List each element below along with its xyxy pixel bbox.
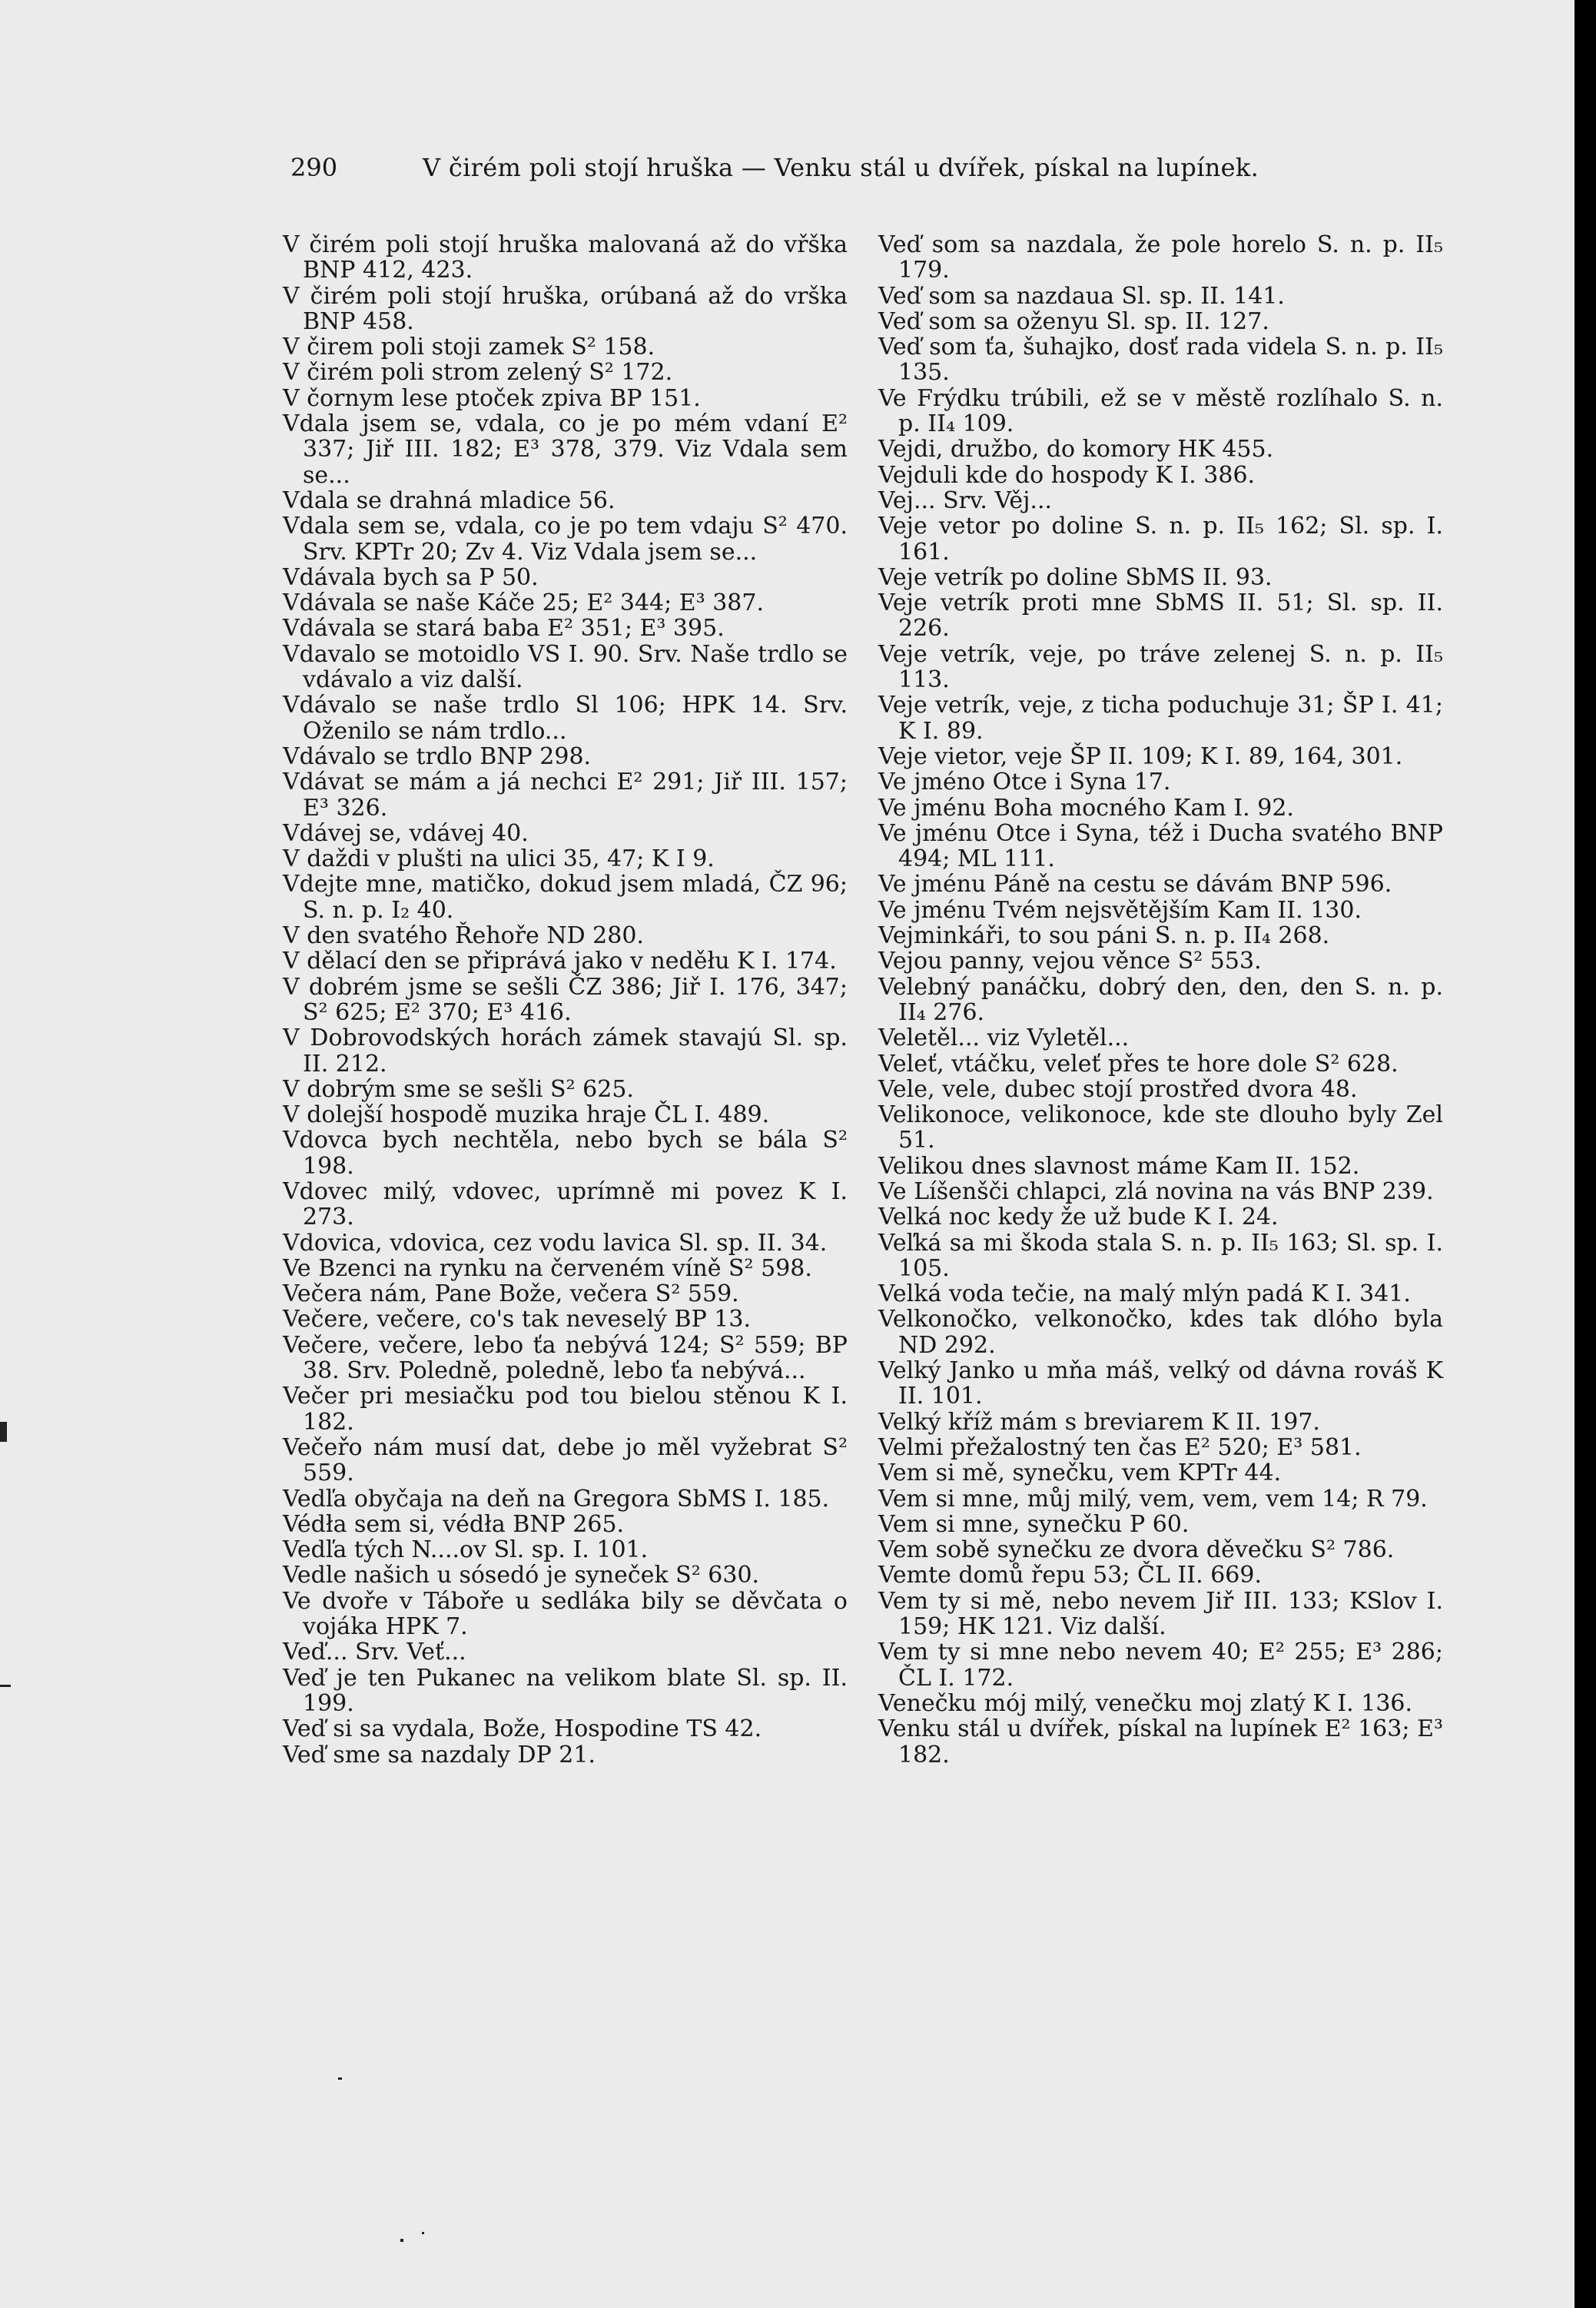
index-entry: Velká noc kedy že už bude K I. 24. xyxy=(878,1204,1279,1231)
index-entry: Večer pri mesiačku pod tou bielou stěnou K I. 182. xyxy=(283,1383,848,1436)
index-entry: Ve Bzenci na rynku na červeném víně S² 598. xyxy=(283,1254,812,1282)
index-entry: Vedľa tých N....ov Sl. sp. I. 101. xyxy=(283,1536,649,1564)
index-entry: Večere, večere, lebo ťa nebývá 124; S² 559; BP 38. Srv. Poledně, poledně, lebo ťa nebývá... xyxy=(283,1331,848,1385)
index-entry: Vdávat se mám a já nechci E² 291; Jiř III. 157; E³ 326. xyxy=(283,769,848,822)
index-entry: V čirém poli strom zelený S² 172. xyxy=(283,359,673,387)
index-entry: Vem si mne, můj milý, vem, vem, vem 14; R 79. xyxy=(878,1485,1428,1513)
index-entry: Vdávalo se naše trdlo Sl 106; HPK 14. Srv. Oženilo se nám trdlo... xyxy=(283,692,848,745)
index-entry: Večere, večere, co's tak neveselý BP 13. xyxy=(283,1306,751,1333)
index-entry: Velký kříž mám s breviarem K II. 197. xyxy=(878,1408,1320,1436)
index-entry: Vem ty si mě, nebo nevem Jiř III. 133; KSlov I. 159; HK 121. Viz další. xyxy=(878,1587,1443,1641)
index-entry: Vem si mne, synečku P 60. xyxy=(878,1510,1190,1538)
index-entry: Velký Janko u mňa máš, velký od dávna rováš K II. 101. xyxy=(878,1357,1443,1410)
index-entry: Vemte domů řepu 53; ČL II. 669. xyxy=(878,1562,1262,1589)
index-entry: Venečku mój milý, venečku moj zlatý K I. 136. xyxy=(878,1689,1413,1717)
index-entry: Velikonoce, velikonoce, kde ste dlouho byly Zel 51. xyxy=(878,1101,1443,1154)
index-entry: Vejdi, družbo, do komory HK 455. xyxy=(878,436,1274,463)
index-entry: Vdovca bych nechtěla, nebo bych se bála S² 198. xyxy=(283,1127,848,1180)
index-entry: Vdala se drahná mladice 56. xyxy=(283,487,616,514)
index-entry: Vdejte mne, matičko, dokud jsem mladá, ČZ 96; S. n. p. I₂ 40. xyxy=(283,871,848,924)
index-entry: Vedľa obyčaja na deň na Gregora SbMS I. 185. xyxy=(283,1485,830,1513)
index-entry: Vejminkáři, to sou páni S. n. p. II₄ 268. xyxy=(878,922,1330,950)
right-column xyxy=(878,232,1443,1768)
index-entry: Večera nám, Pane Bože, večera S² 559. xyxy=(283,1280,739,1308)
index-entry: Venku stál u dvířek, pískal na lupínek E² 163; E³ 182. xyxy=(878,1715,1443,1768)
index-entry: V dolejší hospodě muzika hraje ČL I. 489. xyxy=(283,1101,770,1129)
speck xyxy=(400,2239,403,2242)
index-entry: Veje vetrík po doline SbMS II. 93. xyxy=(878,563,1272,591)
index-entry: Veď... Srv. Veť... xyxy=(283,1639,466,1666)
index-entry: Veď si sa vydala, Bože, Hospodine TS 42. xyxy=(283,1715,762,1743)
index-entry: Vdávalo se trdlo BNP 298. xyxy=(283,742,592,770)
index-entry: Veje vetrík, veje, po tráve zelenej S. n. p. II₅ 113. xyxy=(878,640,1443,694)
index-entry: Ve Líšenšči chlapci, zlá novina na vás BNP 239. xyxy=(878,1177,1434,1205)
index-entry: Velká voda tečie, na malý mlýn padá K I. 341. xyxy=(878,1280,1411,1308)
index-entry: V dobrém jsme se sešli ČZ 386; Jiř I. 176, 347; S² 625; E² 370; E³ 416. xyxy=(283,973,848,1026)
page-number: 290 xyxy=(290,153,338,182)
index-entry: Veje vetrík proti mne SbMS II. 51; Sl. sp. II. 226. xyxy=(878,589,1443,643)
index-entry: Veje vetor po doline S. n. p. II₅ 162; Sl. sp. I. 161. xyxy=(878,513,1443,566)
index-entry: Veď sme sa nazdaly DP 21. xyxy=(283,1741,596,1768)
speck xyxy=(422,2232,424,2234)
index-entry: Vem ty si mne nebo nevem 40; E² 255; E³ 286; ČL I. 172. xyxy=(878,1639,1443,1692)
edge-mark xyxy=(0,1685,11,1687)
index-entry: Veď som sa nazdala, že pole horelo S. n. p. II₅ 179. xyxy=(878,231,1443,284)
index-entry: Ve jménu Otce i Syna, též i Ducha svatého BNP 494; ML 111. xyxy=(878,819,1443,873)
index-entry: Vdavalo se motoidlo VS I. 90. Srv. Naše trdlo se vdávalo a viz další. xyxy=(283,640,848,694)
index-entry: Ve jménu Boha mocného Kam I. 92. xyxy=(878,794,1294,822)
index-entry: V čirém poli stojí hruška, orúbaná až do vrška BNP 458. xyxy=(283,282,848,335)
running-title: V čirém poli stojí hruška — Venku stál u dvířek, pískal na lupínek. xyxy=(423,153,1259,182)
index-entry: Velmi přežalostný ten čas E² 520; E³ 581. xyxy=(878,1433,1362,1461)
index-entry: V čornym lese ptoček zpiva BP 151. xyxy=(283,384,701,412)
index-entry: Vedle našich u sósedó je syneček S² 630. xyxy=(283,1562,760,1589)
index-entry: V dělací den se připrává jako v neděłu K I. 174. xyxy=(283,948,837,975)
index-entry: Vdávej se, vdávej 40. xyxy=(283,819,529,847)
index-entry: Vej... Srv. Věj... xyxy=(878,487,1053,514)
index-entry: V čirém poli stojí hruška malovaná až do vřška BNP 412, 423. xyxy=(283,231,848,284)
index-entry: Veď je ten Pukanec na velikom blate Sl. sp. II. 199. xyxy=(283,1664,848,1717)
index-entry: Večeřo nám musí dat, debe jo měl vyžebrat S² 559. xyxy=(283,1433,848,1487)
index-entry: Veď som sa nazdaua Sl. sp. II. 141. xyxy=(878,282,1285,310)
index-entry: Ve jménu Tvém nejsvětějším Kam II. 130. xyxy=(878,896,1362,924)
index-entry: Vem sobě synečku ze dvora děvečku S² 786. xyxy=(878,1536,1395,1564)
index-entry: Vdávala se stará baba E² 351; E³ 395. xyxy=(283,615,725,643)
edge-mark xyxy=(0,1422,7,1442)
index-entry: Vele, vele, dubec stojí prostřed dvora 48. xyxy=(878,1075,1358,1103)
index-entry: Veje vietor, veje ŠP II. 109; K I. 89, 164, 301. xyxy=(878,742,1403,770)
index-entry: Vdávala bych sa P 50. xyxy=(283,563,539,591)
index-entry: Vem si mě, synečku, vem KPTr 44. xyxy=(878,1460,1282,1487)
index-entry: V daždi v plušti na ulici 35, 47; K I 9. xyxy=(283,845,715,873)
index-entry: Velebný panáčku, dobrý den, den, den S. n. p. II₄ 276. xyxy=(878,973,1443,1026)
index-entry: V den svatého Řehoře ND 280. xyxy=(283,922,644,950)
index-entry: Velkonočko, velkonočko, kdes tak dlóho byla ND 292. xyxy=(878,1306,1443,1359)
index-entry: Vejou panny, vejou věnce S² 553. xyxy=(878,948,1262,975)
index-entry: Veď som ťa, šuhajko, dosť rada videla S. n. p. II₅ 135. xyxy=(878,334,1443,387)
speck xyxy=(338,2077,342,2080)
index-entry: Vdovec milý, vdovec, uprímně mi povez K I. 273. xyxy=(283,1177,848,1231)
index-entry: Vdávala se naše Káče 25; E² 344; E³ 387. xyxy=(283,589,765,617)
index-entry: Ve jméno Otce i Syna 17. xyxy=(878,769,1171,796)
index-entry: Vdala sem se, vdala, co je po tem vdaju S² 470. Srv. KPTr 20; Zv 4. Viz Vdala jsem se... xyxy=(283,513,848,566)
index-entry: Ve Frýdku trúbili, ež se v městě rozlíhalo S. n. p. II₄ 109. xyxy=(878,384,1443,438)
index-entry: Védła sem si, védła BNP 265. xyxy=(283,1510,625,1538)
index-entry: Ve dvoře v Táboře u sedláka bily se děvčata o vojáka HPK 7. xyxy=(283,1587,848,1641)
index-entry: V dobrým sme se sešli S² 625. xyxy=(283,1075,634,1103)
index-entry: Velikou dnes slavnost máme Kam II. 152. xyxy=(878,1152,1360,1180)
index-entry: Veje vetrík, veje, z ticha poduchuje 31; ŠP I. 41; K I. 89. xyxy=(878,692,1443,745)
index-entry: V čirem poli stoji zamek S² 158. xyxy=(283,334,655,361)
left-column xyxy=(283,232,848,1768)
index-entry: Ve jménu Páně na cestu se dávám BNP 596. xyxy=(878,871,1392,898)
index-entry: Vejduli kde do hospody K I. 386. xyxy=(878,461,1256,489)
index-entry: Veď som sa oženyu Sl. sp. II. 127. xyxy=(878,307,1269,335)
index-entry: Vdovica, vdovica, cez vodu lavica Sl. sp. II. 34. xyxy=(283,1229,828,1257)
index-entry: Veletěl... viz Vyletěl... xyxy=(878,1024,1130,1052)
index-entry: Vdala jsem se, vdala, co je po mém vdaní E² 337; Jiř III. 182; E³ 378, 379. Viz Vdala sem se... xyxy=(283,410,848,489)
index-entry: Veľká sa mi škoda stala S. n. p. II₅ 163; Sl. sp. I. 105. xyxy=(878,1229,1443,1282)
index-entry: Veleť, vtáčku, veleť přes te hore dole S² 628. xyxy=(878,1050,1399,1078)
index-entry: V Dobrovodských horách zámek stavajú Sl. sp. II. 212. xyxy=(283,1024,848,1078)
